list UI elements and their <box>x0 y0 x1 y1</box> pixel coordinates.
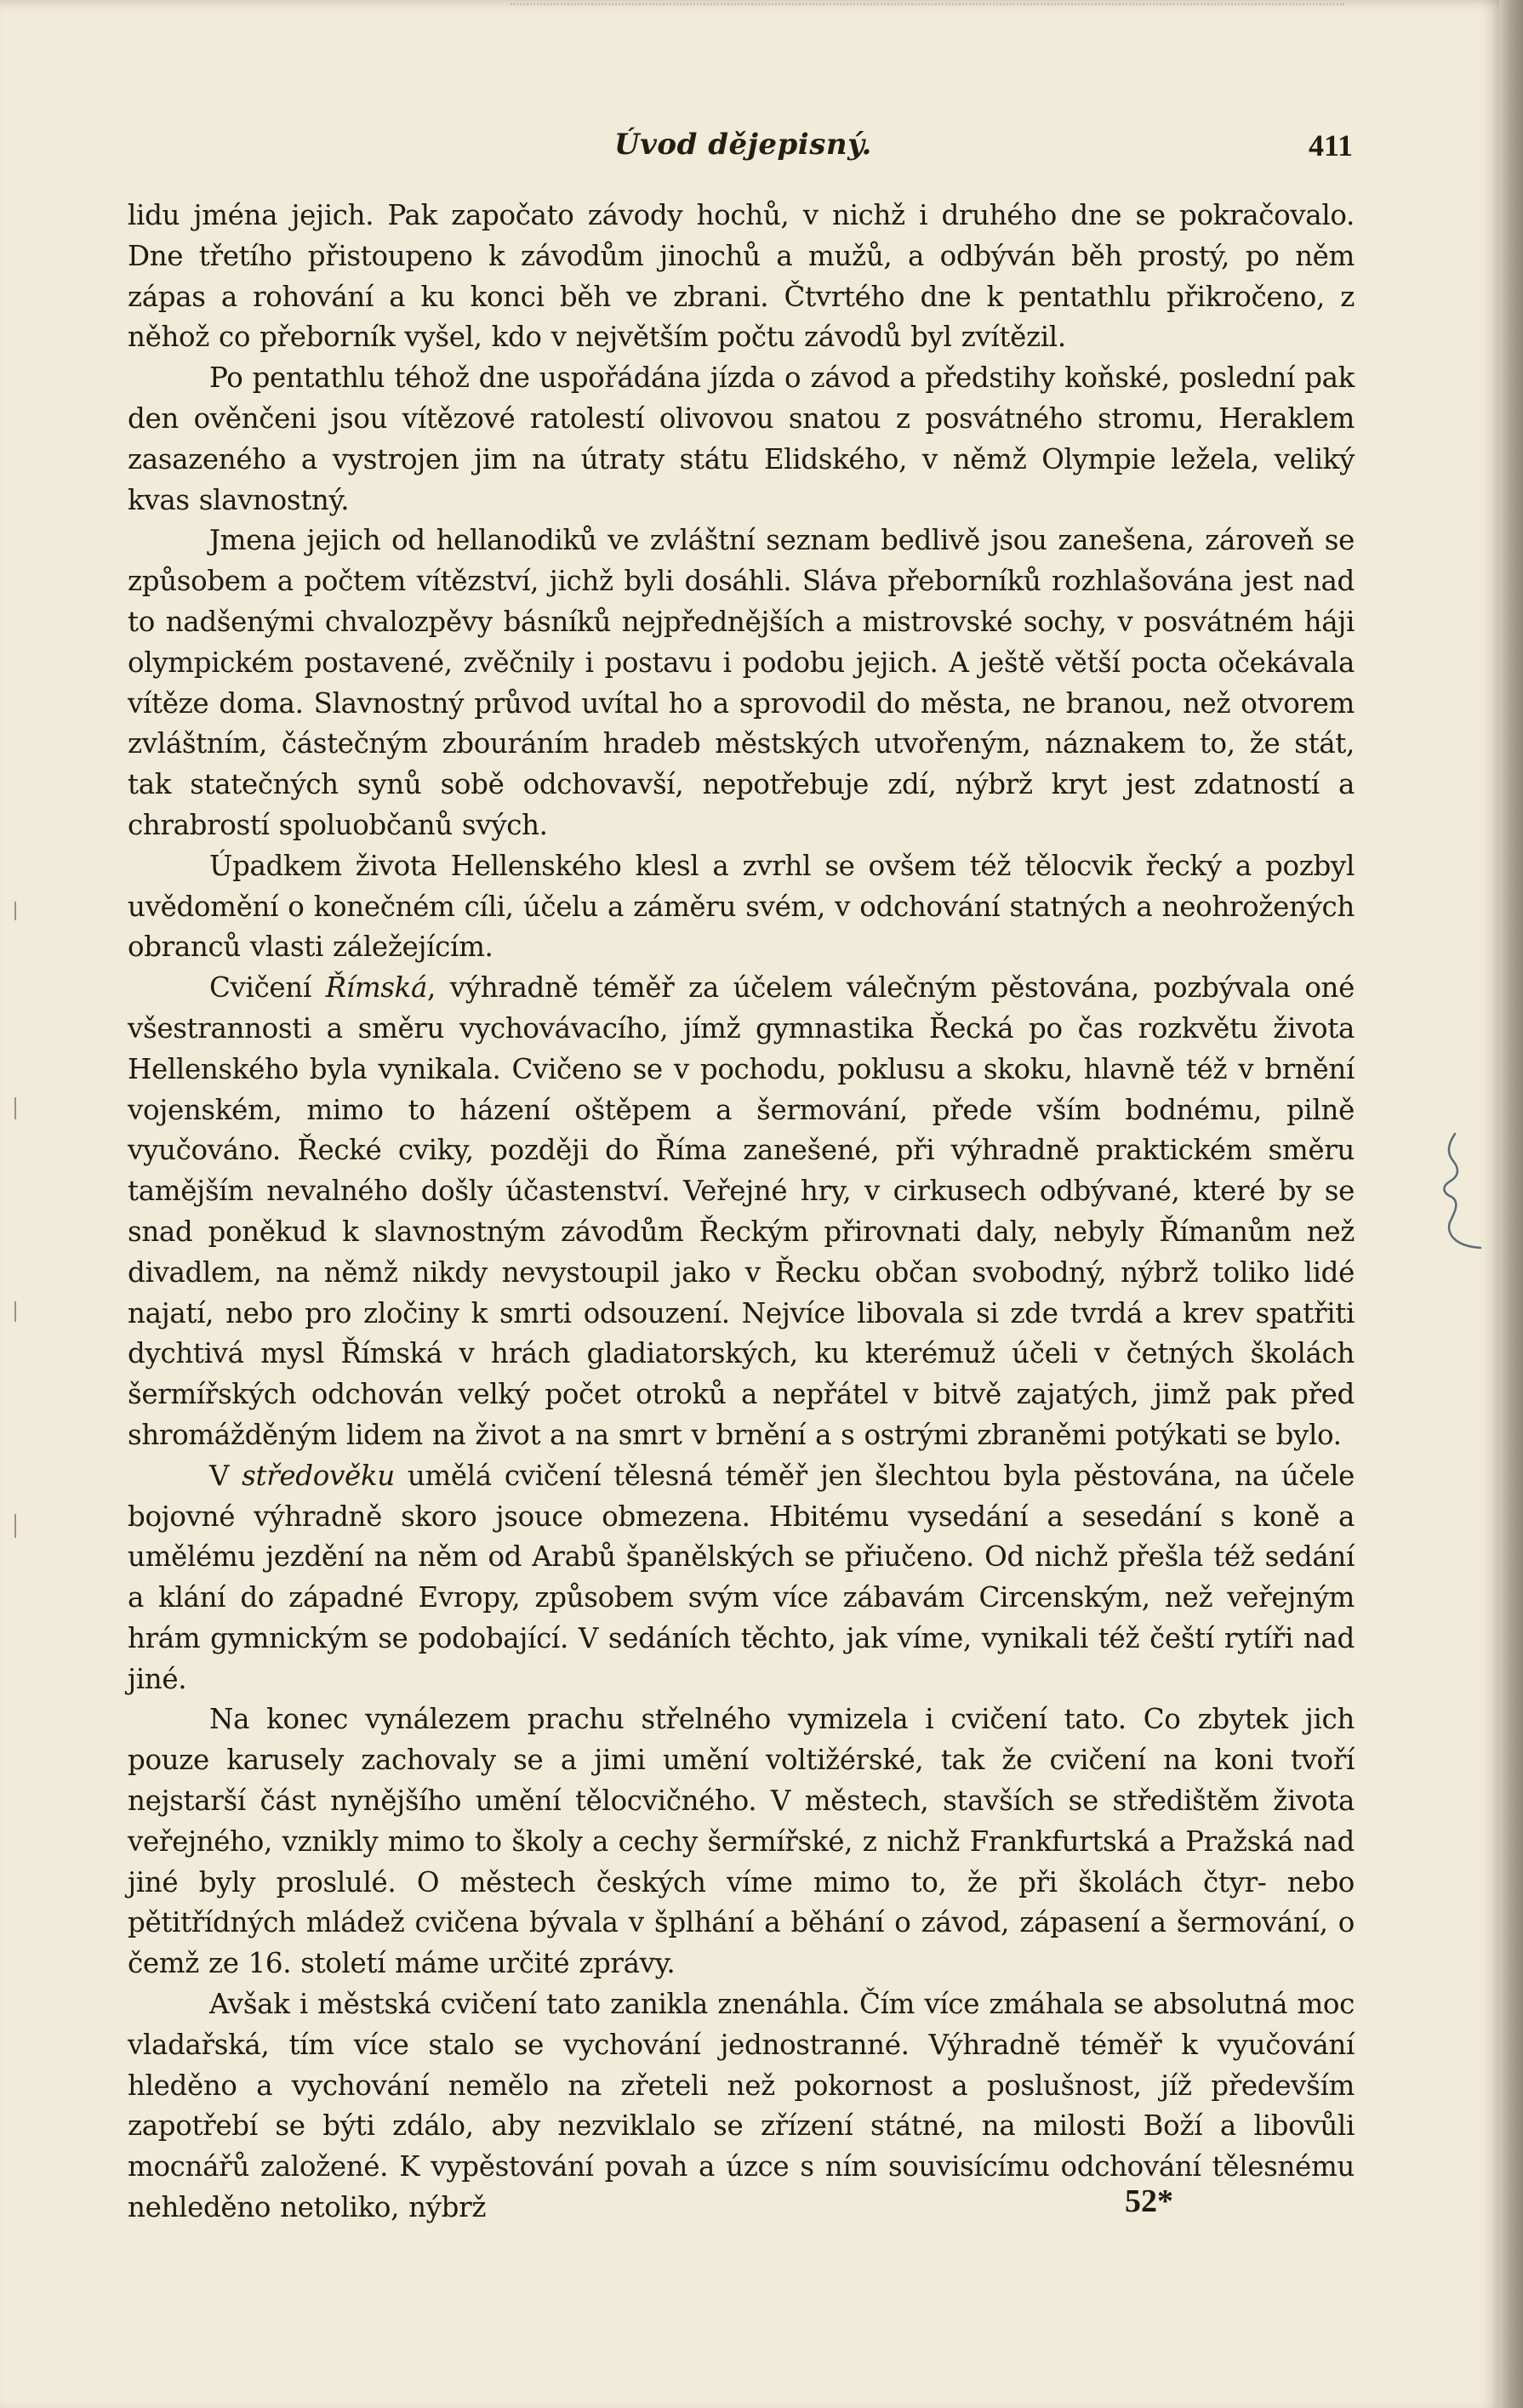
binding-ticks-svg <box>14 902 19 1548</box>
page-number: 411 <box>1308 128 1353 162</box>
emphasis: Římská <box>325 971 428 1005</box>
paragraph-1: lidu jména jejich. Pak započato závody hochů, v nichž i druhého dne se pokračovalo. Dne třetího přistoupeno k závodům jinochů a mužů, a odbýván běh prostý, po něm zápas a rohování a ku konci běh ve zbrani. Čtvrtého dne k pentathlu přikročeno, z něhož co přeborník vyšel, kdo v největším počtu závodů byl zvítězil. <box>128 199 1355 354</box>
margin-bracket-svg <box>1429 1127 1489 1255</box>
paragraph-6: V středověku umělá cvičení tělesná téměř jen šlechtou byla pěstována, na účele bojovné výhradně skoro jsouce obmezena. Hbitému vysedání a sesedání s koně a umělému jezdění na něm od Arabů španělských se přiučeno. Od nichž přešla též sedání a klání do západné Evropy, způsobem svým více zábavám Circenským, než veřejným hrám gymnickým se podobající. V sedáních těchto, jak víme, vynikali též čeští rytíři nad jiné. <box>128 1459 1355 1695</box>
body-text <box>128 196 1355 2229</box>
signature-mark: 52* <box>1125 2183 1173 2219</box>
paragraph-8: Avšak i městská cvičení tato zanikla znenáhla. Čím více zmáhala se absolutná moc vladařská, tím více stalo se vychování jednostranné. Výhradně téměř k vyučování hleděno a vychování nemělo na zřeteli než pokornost a poslušnost, jíž především zapotřebí se býti zdálo, aby nezviklalo se zřízení státné, na milosti Boží a libovůli mocnářů založené. K vypěstování povah a úzce s ním souvisícímu odchování tělesnému nehleděno netoliko, nýbrž <box>128 1988 1355 2224</box>
paragraph-5: Cvičení Římská, výhradně téměř za účelem válečným pěstována, pozbývala oné všestrannosti a směru vychovávacího, jímž gymnastika Řecká po čas rozkvětu života Hellenského byla vynikala. Cvičeno se v pochodu, poklusu a skoku, hlavně též v brnění vojenském, mimo to házení oštěpem a šermování, přede vším bodnému, pilně vyučováno. Řecké cviky, později do Říma zanešené, při výhradně praktickém směru tamějším nevalného došly účastenství. Veřejné hry, v cirkusech odbývané, které by se snad poněkud k slavnostným závodům Řeckým přirovnati daly, nebyly Římanům než divadlem, na němž nikdy nevystoupil jako v Řecku občan svobodný, nýbrž toliko lidé najatí, nebo pro zločiny k smrti odsouzení. Nejvíce libovala si zde tvrdá a krev spatřiti dychtivá mysl Římská v hrách gladiatorských, ku kterémuž účeli v četných školách šermířských odchován velký počet otroků a nepřátel v bitvě zajatých, jimž pak před shromážděným lidem na život a na smrt v brnění a s ostrými zbraněmi potýkati se bylo. <box>128 971 1355 1451</box>
handwritten-margin-bracket <box>1429 1127 1489 1255</box>
page-header <box>128 128 1353 175</box>
page-edge-shadow <box>1499 0 1523 2408</box>
paragraph-2: Po pentathlu téhož dne uspořádána jízda o závod a předstihy koňské, poslední pak den ověnčeni jsou vítězové ratolestí olivovou snatou z posvátného stromu, Heraklem zasazeného a vystrojen jim na útraty státu Elidského, v němž Olympie ležela, veliký kvas slavnostný. <box>128 361 1355 516</box>
paragraph-7: Na konec vynálezem prachu střelného vymizela i cvičení tato. Co zbytek jich pouze karusely zachovaly se a jimi umění voltižérské, tak že cvičení na koni tvoří nejstarší část nynějšího umění tělocvičného. V městech, stavších se středištěm života veřejného, vznikly mimo to školy a cechy šermířské, z nichž Frankfurtská a Pražská nad jiné byly proslulé. O městech českých víme mimo to, že při školách čtyr- nebo pětitřídných mládež cvičena bývala v šplhání a běhání o závod, zápasení a šermování, o čemž ze 16. století máme určité zprávy. <box>128 1703 1355 1980</box>
emphasis: středověku <box>242 1459 395 1492</box>
binding-ticks <box>14 902 19 1548</box>
page-top-edge-dots <box>511 3 1344 10</box>
paragraph-3: Jmena jejich od hellanodiků ve zvláštní seznam bedlivě jsou zanešena, zároveň se způsobem a počtem vítězství, jichž byli dosáhli. Sláva přeborníků rozhlašována jest nad to nadšenými chvalozpěvy básníků nejpřednějších a mistrovské sochy, v posvátném háji olympickém postavené, zvěčnily i postavu i podobu jejich. A ještě větší pocta očekávala vítěze doma. Slavnostný průvod uvítal ho a sprovodil do města, ne branou, než otvorem zvláštním, částečným zbouráním hradeb městských utvořeným, náznakem to, že stát, tak statečných synů sobě odchovavší, nepotřebuje zdí, nýbrž kryt jest zdatností a chrabrostí spoluobčanů svých. <box>128 524 1355 841</box>
running-title: Úvod dějepisný. <box>614 128 872 162</box>
paragraph-4: Úpadkem života Hellenského klesl a zvrhl se ovšem též tělocvik řecký a pozbyl uvědomění o konečném cíli, účelu a záměru svém, v odchování statných a neohrožených obranců vlasti záležejícím. <box>128 849 1355 964</box>
